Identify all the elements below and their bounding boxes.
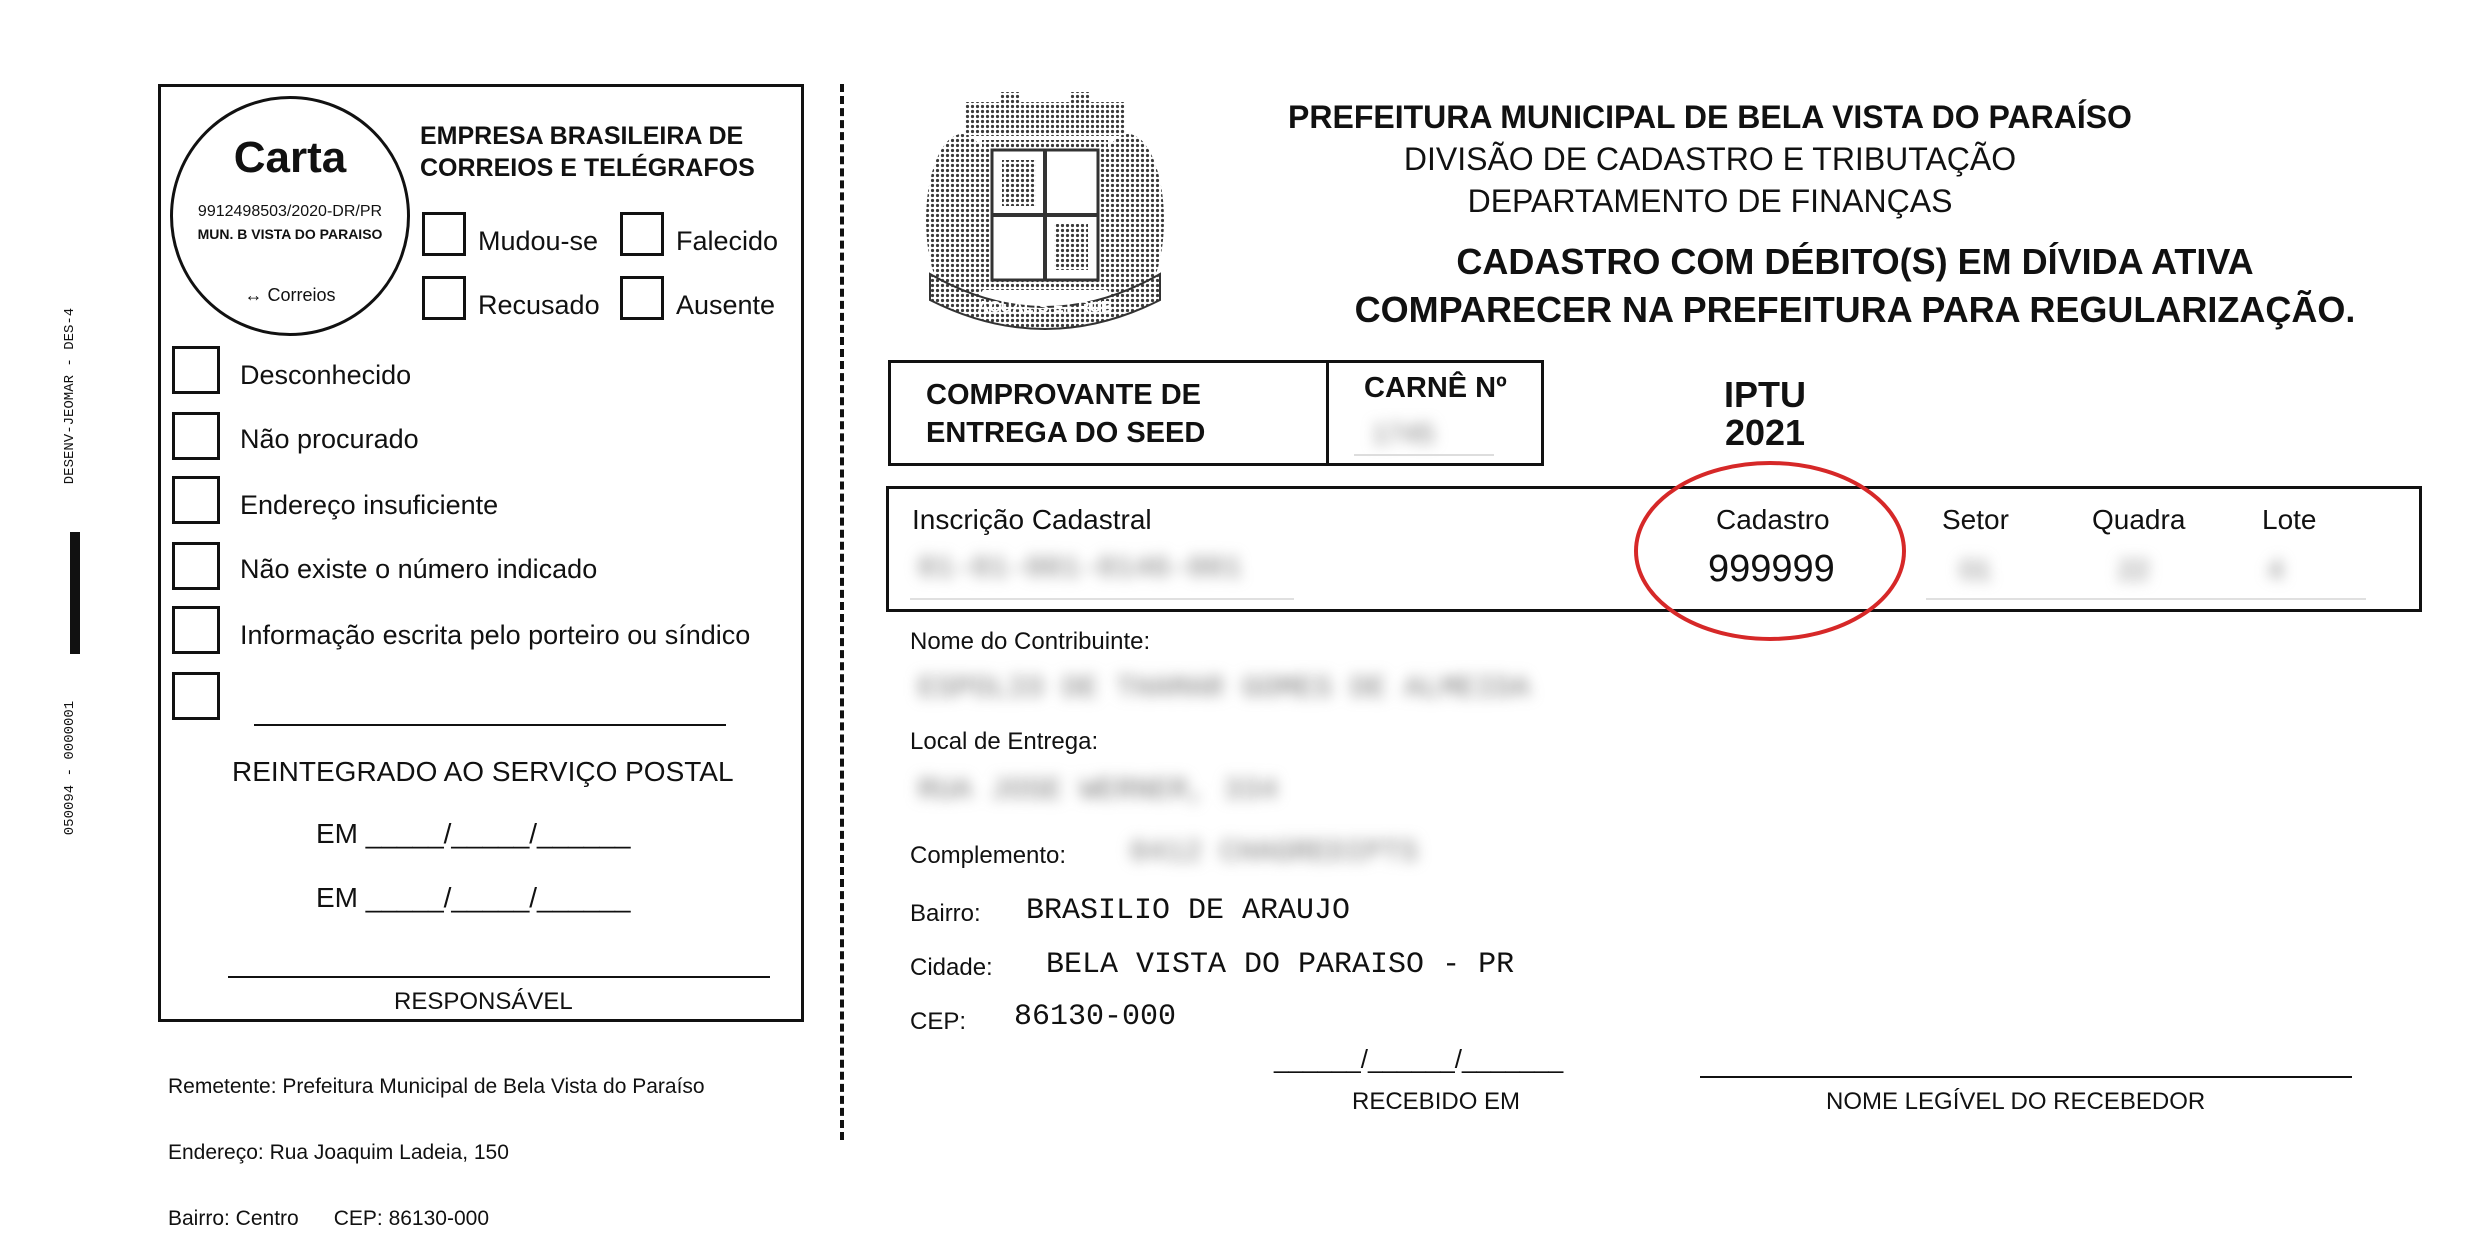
cep-label: CEP:	[910, 1008, 967, 1035]
bairro-value: BRASILIO DE ARAUJO	[1026, 894, 1351, 928]
divisao-title: DIVISÃO DE CADASTRO E TRIBUTAÇÃO	[1403, 141, 2017, 177]
barcode-bar	[70, 532, 80, 654]
correios-logo-icon: ↔	[244, 285, 263, 305]
lote-label: Lote	[2262, 504, 2317, 535]
sender-line-1: Remetente: Prefeitura Municipal de Bela Vista do Paraíso	[168, 1075, 705, 1098]
cut-line	[840, 84, 844, 1140]
label-endereco-insuficiente: Endereço insuficiente	[240, 490, 499, 520]
prefeitura-title: PREFEITURA MUNICIPAL DE BELA VISTA DO PARAÍSO	[1288, 99, 2132, 135]
checkbox-nao-procurado[interactable]	[172, 412, 220, 460]
inscricao-label: Inscrição Cadastral	[912, 504, 1152, 535]
side-code-bottom: 050094 - 0000001	[62, 700, 78, 836]
label-informacao-porteiro: Informação escrita pelo porteiro ou síndico	[240, 620, 751, 650]
checkbox-desconhecido[interactable]	[172, 346, 220, 394]
inscricao-underline	[910, 598, 1294, 600]
checkbox-other[interactable]	[172, 672, 220, 720]
checkbox-nao-existe[interactable]	[172, 542, 220, 590]
company-name	[420, 120, 755, 184]
label-nao-procurado: Não procurado	[240, 424, 419, 454]
departamento-title: DEPARTAMENTO DE FINANÇAS	[1467, 183, 1953, 219]
complemento-label: Complemento:	[910, 842, 1067, 869]
cidade-label: Cidade:	[910, 954, 993, 981]
lote-value: 4	[2268, 554, 2284, 585]
quadra-label: Quadra	[2092, 504, 2186, 535]
debt-notice	[1310, 238, 2400, 334]
cadastro-highlight-circle	[1630, 456, 1910, 646]
recebedor-signature-line[interactable]	[1700, 1076, 2352, 1078]
sender-info	[168, 1032, 705, 1252]
stamp-municipality: MUN. B VISTA DO PARAISO	[197, 226, 383, 242]
company-line-1: EMPRESA BRASILEIRA DE	[420, 122, 744, 150]
cadastro-value: 999999	[1708, 548, 1835, 590]
quadra-value: 22	[2118, 554, 2150, 585]
inscricao-value: 01-01-001-0146-001	[918, 552, 1243, 586]
checkbox-informacao-porteiro[interactable]	[172, 606, 220, 654]
other-reason-line[interactable]	[254, 724, 726, 726]
iptu-label: IPTU	[1723, 374, 1806, 415]
nome-legivel-label: NOME LEGÍVEL DO RECEBEDOR	[1826, 1088, 2206, 1115]
receipt-divider	[1326, 360, 1329, 466]
cep-value: 86130-000	[1014, 1000, 1177, 1034]
local-label: Local de Entrega:	[910, 728, 1099, 755]
notice-line-1: CADASTRO COM DÉBITO(S) EM DÍVIDA ATIVA	[1456, 241, 2254, 282]
complemento-value: 0412 CHAGREDIPTS	[1130, 836, 1419, 870]
local-value: RUA JOSE WERNER, 334	[918, 774, 1279, 808]
cidade-value: BELA VISTA DO PARAISO - PR	[1046, 948, 1515, 982]
recebido-date-line[interactable]: ______/______/_______	[1274, 1044, 1564, 1074]
stamp-brand-label: Correios	[267, 285, 336, 305]
setor-quadra-lote-underline	[1926, 598, 2366, 600]
company-line-2: CORREIOS E TELÉGRAFOS	[420, 154, 755, 182]
cadastro-label: Cadastro	[1716, 504, 1830, 535]
carne-label: CARNÊ Nº	[1364, 372, 1507, 404]
responsavel-label: RESPONSÁVEL	[394, 988, 573, 1015]
checkbox-ausente[interactable]	[620, 276, 664, 320]
crest-motto: ACUALIS ET RUB	[977, 299, 1113, 316]
bairro-label: Bairro:	[910, 900, 981, 927]
nome-label: Nome do Contribuinte:	[910, 628, 1151, 655]
stamp-brand	[173, 285, 407, 306]
checkbox-falecido[interactable]	[620, 212, 664, 256]
label-desconhecido: Desconhecido	[240, 360, 412, 390]
recebido-label: RECEBIDO EM	[1352, 1088, 1521, 1115]
checkbox-recusado[interactable]	[422, 276, 466, 320]
receipt-title	[926, 376, 1205, 452]
sender-line-2: Endereço: Rua Joaquim Ladeia, 150	[168, 1141, 509, 1164]
side-code-top: DESENV-JEOMAR - DES-4	[62, 307, 78, 485]
carne-value: 1745	[1372, 418, 1435, 449]
label-falecido: Falecido	[676, 226, 779, 256]
stamp-title: Carta	[233, 133, 347, 182]
reintegration-date-1[interactable]: EM _____/_____/______	[316, 818, 631, 849]
carne-underline	[1354, 454, 1494, 456]
iptu-block	[1700, 376, 1830, 452]
iptu-year: 2021	[1724, 412, 1806, 453]
setor-value: 01	[1960, 554, 1992, 585]
receipt-title-line-1: COMPROVANTE DE	[926, 379, 1201, 411]
label-nao-existe: Não existe o número indicado	[240, 554, 598, 584]
checkbox-endereco-insuficiente[interactable]	[172, 476, 220, 524]
label-mudou-se: Mudou-se	[478, 226, 599, 256]
carta-stamp	[170, 96, 410, 336]
stamp-code: 9912498503/2020-DR/PR	[197, 203, 383, 220]
responsavel-signature-line[interactable]	[228, 976, 770, 978]
checkbox-mudou-se[interactable]	[422, 212, 466, 256]
sender-line-3: Bairro: Centro CEP: 86130-000	[168, 1207, 489, 1230]
label-ausente: Ausente	[676, 290, 776, 320]
header-block	[1260, 96, 2400, 222]
reintegration-date-2[interactable]: EM _____/_____/______	[316, 882, 631, 913]
reintegration-title: REINTEGRADO AO SERVIÇO POSTAL	[232, 756, 734, 787]
setor-label: Setor	[1942, 504, 2009, 535]
notice-line-2: COMPARECER NA PREFEITURA PARA REGULARIZAÇÃO.	[1354, 289, 2356, 330]
label-recusado: Recusado	[478, 290, 600, 320]
nome-value: ESPOLIO DE THAMAR GOMES DE ALMEIDA	[918, 672, 1531, 706]
receipt-title-line-2: ENTREGA DO SEED	[926, 417, 1206, 449]
